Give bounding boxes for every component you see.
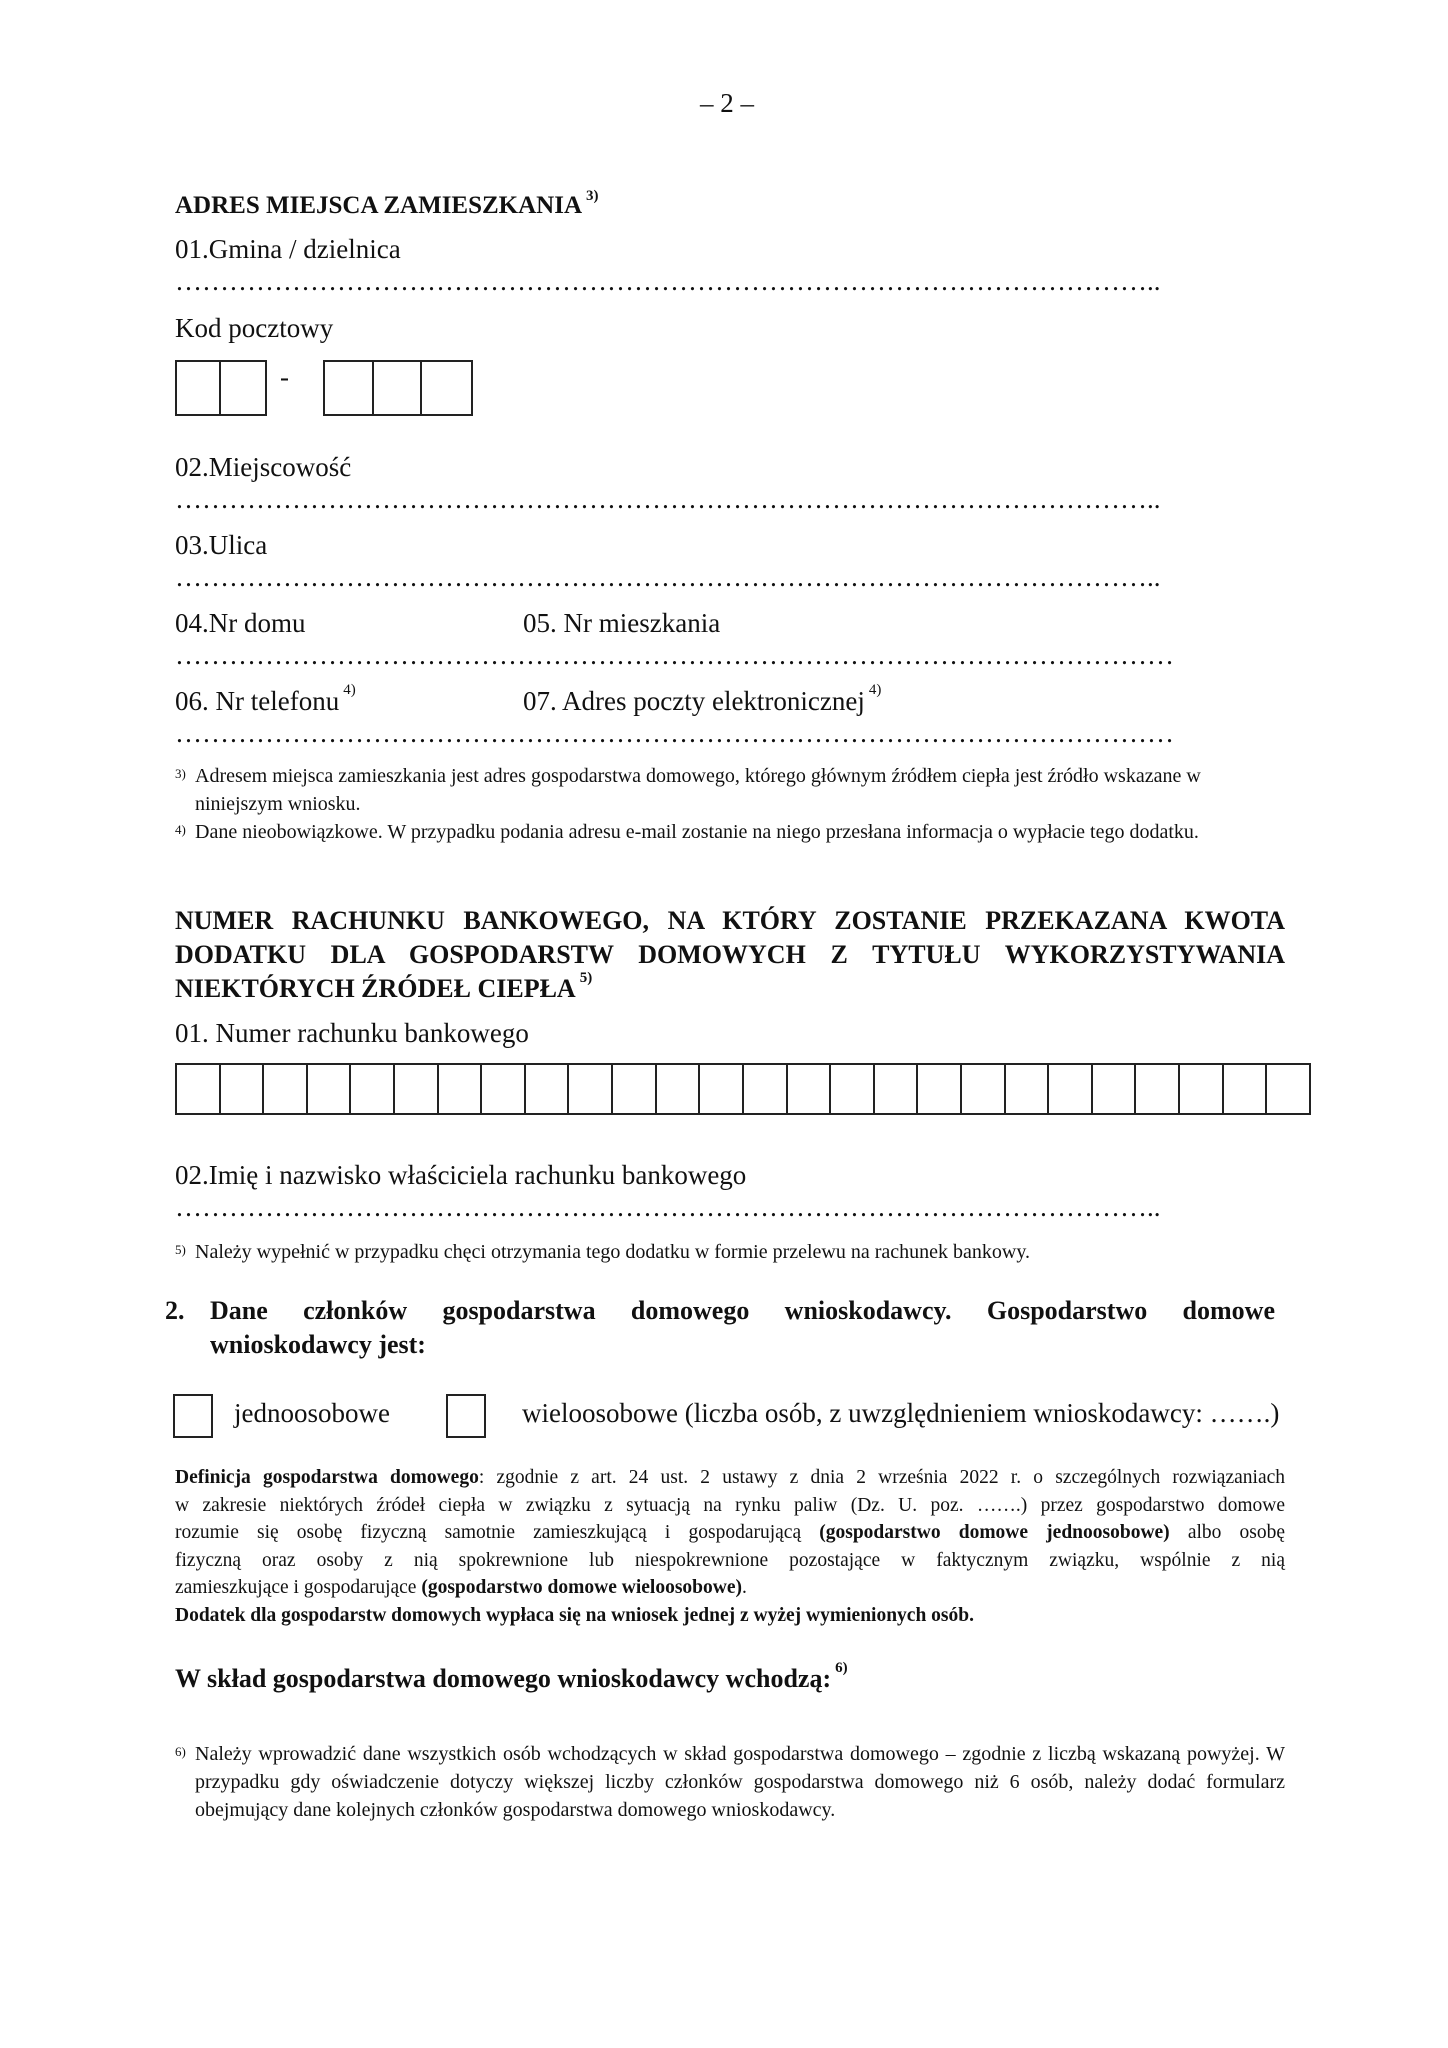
account-number-cell[interactable] (439, 1065, 483, 1113)
household-heading-line1: Dane członków gospodarstwa domowego wnioskodawcy. Gospodarstwo domowe (210, 1296, 1275, 1325)
account-number-cell[interactable] (177, 1065, 221, 1113)
postal-code-label: Kod pocztowy (175, 313, 334, 343)
multi-household-checkbox[interactable] (446, 1394, 486, 1438)
account-number-cell[interactable] (657, 1065, 701, 1113)
postal-code-cell[interactable] (422, 362, 471, 414)
locality-label: 02.Miejscowość (175, 452, 352, 482)
household-definition: Definicja gospodarstwa domowego: zgodnie z art. 24 ust. 2 ustawy z dnia 2 września 2022 r. o szczególnych rozwiązaniach w zakresie niektórych źródeł ciepła w związku z sytuacją na rynku paliw (Dz. U. poz. …….) przez gospodarstwo domowe rozumie się osobę fizyczną samotnie zamieszkującą i gospodarującą (gospodarstwo domowe jednoosobowe) albo osobę fizyczną oraz osoby z nią spokrewnione lub niespokrewnione pozostające w faktycznym związku, wspólnie z nią zamieszkujące i gospodarujące (gospodarstwo domowe wieloosobowe). Dodatek dla gospodarstw domowych wypłaca się na wniosek jednej z wyżej wymienionych osób. (175, 1464, 1285, 1629)
account-number-cell[interactable] (1224, 1065, 1268, 1113)
house-apartment-field[interactable]: ………………………………………………………………………………………………… (175, 640, 1174, 670)
bank-heading-line2: DODATKU DLA GOSPODARSTW DOMOWYCH Z TYTUŁU WYKORZYSTYWANIA (175, 940, 1285, 969)
multi-household-label: wieloosobowe (liczba osób, z uwzględnieniem wnioskodawcy: …….) (522, 1398, 1280, 1428)
account-number-cell[interactable] (264, 1065, 308, 1113)
postal-code-part1[interactable] (175, 360, 267, 416)
single-household-checkbox[interactable] (173, 1394, 213, 1438)
account-number-cell[interactable] (351, 1065, 395, 1113)
footnote-ref: 6) (835, 1660, 848, 1676)
members-heading: W skład gospodarstwa domowego wnioskodawcy wchodzą: $^{6)}$ (175, 1660, 848, 1693)
account-number-field[interactable] (175, 1063, 1311, 1115)
apartment-number-label: 05. Nr mieszkania (523, 608, 721, 638)
house-number-label: 04.Nr domu (175, 608, 306, 638)
account-number-cell[interactable] (1267, 1065, 1309, 1113)
address-heading: ADRES MIEJSCA ZAMIESZKANIA $^{3)}$ (175, 188, 599, 219)
account-number-cell[interactable] (700, 1065, 744, 1113)
postal-code-cell[interactable] (325, 362, 374, 414)
footnote-4: 4) Dane nieobowiązkowe. W przypadku podania adresu e-mail zostanie na niego przesłana informacja o wypłacie tego dodatku. (175, 821, 1199, 843)
account-number-cell[interactable] (395, 1065, 439, 1113)
account-number-cell[interactable] (613, 1065, 657, 1113)
account-owner-label: 02.Imię i nazwisko właściciela rachunku bankowego (175, 1160, 747, 1190)
payout-note: Dodatek dla gospodarstw domowych wypłaca się na wniosek jednej z wyżej wymienionych osób. (175, 1604, 974, 1626)
account-number-cell[interactable] (221, 1065, 265, 1113)
street-label: 03.Ulica (175, 530, 268, 560)
email-label: 07. Adres poczty elektronicznej $^{4)}$ (523, 682, 882, 716)
account-number-cell[interactable] (526, 1065, 570, 1113)
footnote-ref: 4) (868, 682, 882, 698)
single-household-label: jednoosobowe (234, 1398, 390, 1428)
account-number-cell[interactable] (1049, 1065, 1093, 1113)
account-number-cell[interactable] (788, 1065, 832, 1113)
account-number-cell[interactable] (1093, 1065, 1137, 1113)
account-number-cell[interactable] (744, 1065, 788, 1113)
postal-code-part2[interactable] (323, 360, 473, 416)
account-number-cell[interactable] (831, 1065, 875, 1113)
footnote-3: 3) Adresem miejsca zamieszkania jest adres gospodarstwa domowego, którego głównym źródłem ciepła jest źródło wskazane w niniejszym wniosku. (175, 765, 1201, 815)
account-number-cell[interactable] (569, 1065, 613, 1113)
phone-email-field[interactable]: ………………………………………………………………………………………………… (175, 718, 1174, 748)
gmina-field[interactable]: ……………………………………………………………………………………………….. (175, 266, 1161, 296)
section-number: 2. (165, 1296, 185, 1325)
street-field[interactable]: ……………………………………………………………………………………………….. (175, 562, 1161, 592)
postal-code-cell[interactable] (177, 362, 221, 414)
footnote-5: 5) Należy wypełnić w przypadku chęci otrzymania tego dodatku w formie przelewu na rachunek bankowy. (175, 1241, 1031, 1263)
postal-code-cell[interactable] (374, 362, 423, 414)
account-number-cell[interactable] (1180, 1065, 1224, 1113)
gmina-label: 01.Gmina / dzielnica (175, 234, 401, 264)
postal-code-cell[interactable] (221, 362, 265, 414)
locality-field[interactable]: ……………………………………………………………………………………………….. (175, 484, 1161, 514)
bank-heading-line3: NIEKTÓRYCH ŹRÓDEŁ CIEPŁA $^{5)}$ (175, 970, 593, 1003)
phone-label: 06. Nr telefonu $^{4)}$ (175, 682, 356, 716)
footnote-ref: 3) (586, 188, 599, 204)
account-number-cell[interactable] (962, 1065, 1006, 1113)
account-number-cell[interactable] (308, 1065, 352, 1113)
account-number-label: 01. Numer rachunku bankowego (175, 1018, 529, 1048)
footnote-ref: 5) (579, 970, 593, 986)
bank-heading-line1: NUMER RACHUNKU BANKOWEGO, NA KTÓRY ZOSTANIE PRZEKAZANA KWOTA (175, 906, 1285, 935)
account-number-cell[interactable] (1006, 1065, 1050, 1113)
page-number: – 2 – (700, 88, 754, 118)
household-heading-line2: wnioskodawcy jest: (210, 1330, 426, 1359)
account-number-cell[interactable] (875, 1065, 919, 1113)
account-owner-field[interactable]: ……………………………………………………………………………………………….. (175, 1192, 1161, 1222)
footnote-ref: 4) (343, 682, 356, 698)
account-number-cell[interactable] (918, 1065, 962, 1113)
postal-code-dash: - (280, 362, 289, 392)
footnote-6: 6) Należy wprowadzić dane wszystkich osób wchodzących w skład gospodarstwa domowego – zgodnie z liczbą wskazaną powyżej. W przypadku gdy oświadczenie dotyczy większej liczby członków gospodarstwa domowego niż 6 osób, należy dodać formularz obejmujący dane kolejnych członków gospodarstwa domowego wnioskodawcy. (175, 1743, 1285, 1821)
account-number-cell[interactable] (1136, 1065, 1180, 1113)
account-number-cell[interactable] (482, 1065, 526, 1113)
